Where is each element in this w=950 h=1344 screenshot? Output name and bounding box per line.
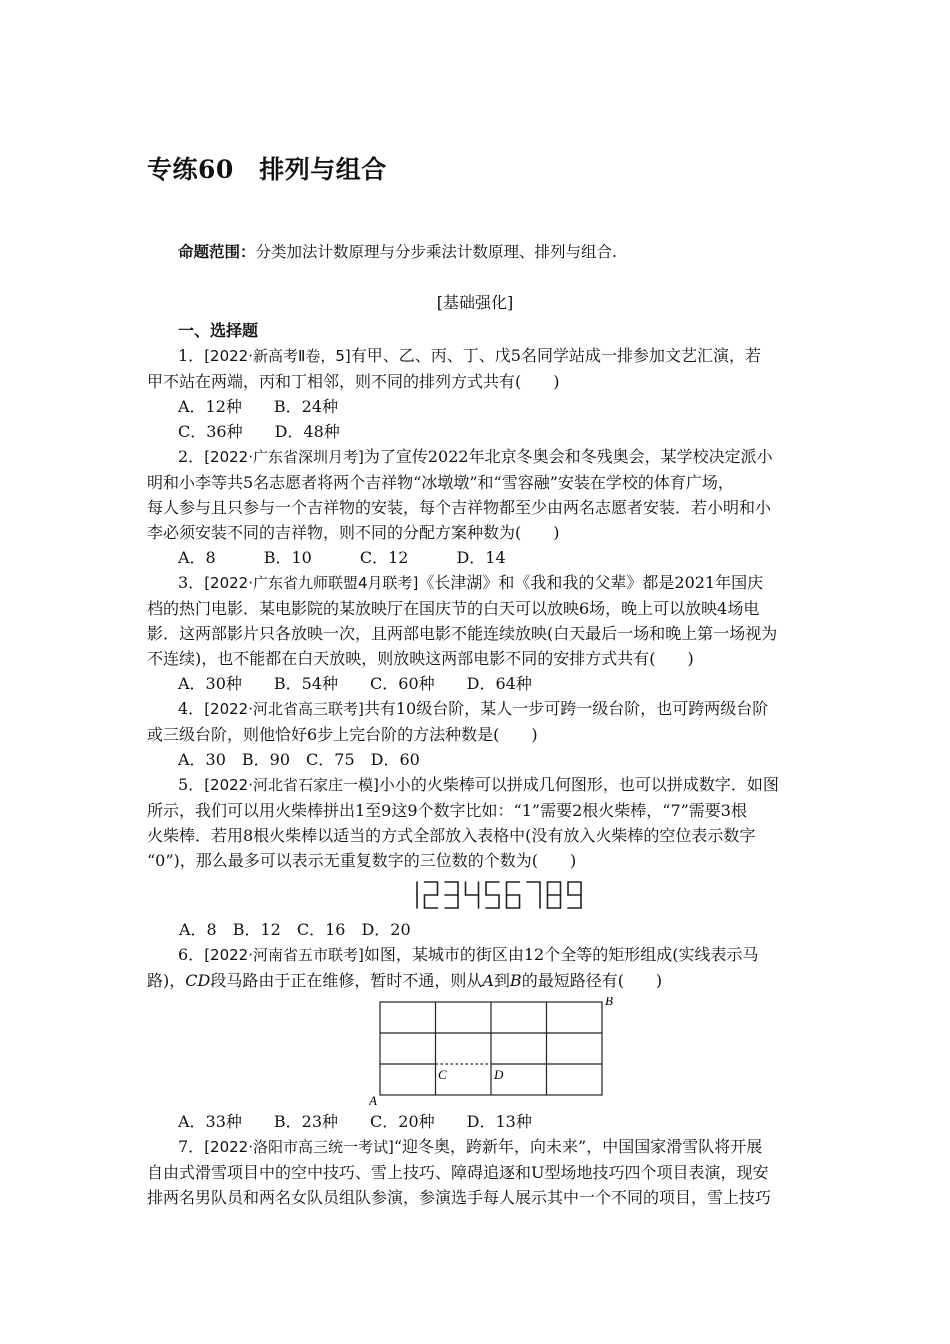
question-3-line: 不连续)，也不能都在白天放映，则放映这两部电影不同的安排方式共有( )	[147, 649, 694, 668]
question-source: [2022·河北省高三联考]	[204, 700, 364, 718]
label-c: C	[438, 1067, 447, 1082]
question-3: 3．[2022·广东省九师联盟4月联考]《长津湖》和《我和我的父辈》都是2021年国庆	[178, 573, 764, 592]
question-source: [2022·广东省深圳月考]	[204, 448, 364, 466]
street-grid	[369, 997, 619, 1107]
question-source: [2022·洛阳市高三统一考试]	[204, 1138, 394, 1156]
question-source: [2022·广东省九师联盟4月联考]	[204, 574, 419, 592]
question-6-options: A．33种 B．23种 C．20种 D．13种	[178, 1112, 532, 1131]
page-title: 专练60 排列与组合	[147, 155, 387, 184]
scope-text: 分类加法计数原理与分步乘法计数原理、排列与组合.	[255, 243, 617, 261]
question-source: [2022·新高考Ⅱ卷，5]	[204, 347, 351, 365]
question-source: [2022·河北省石家庄一模]	[204, 776, 379, 794]
question-5: 5．[2022·河北省石家庄一模]小小的火柴棒可以拼成几何图形，也可以拼成数字．如图	[178, 775, 779, 794]
part-heading: 一、选择题	[178, 321, 259, 340]
question-1-options: C．36种 D．48种	[178, 422, 340, 441]
question-5-line: 所示，我们可以用火柴棒拼出1至9这9个数字比如：“1”需要2根火柴棒，“7”需要3根	[147, 801, 747, 820]
question-7-line: 自由式滑雪项目中的空中技巧、雪上技巧、障碍追逐和U型场地技巧四个项目表演，现安	[147, 1163, 769, 1182]
question-2: 2．[2022·广东省深圳月考]为了宣传2022年北京冬奥会和冬残奥会，某学校决定派小	[178, 447, 773, 466]
label-d: D	[494, 1067, 504, 1082]
question-2-line: 明和小李等共5名志愿者将两个吉祥物“冰墩墩”和“雪容融”安装在学校的体育广场，	[147, 473, 734, 492]
question-1: 1．[2022·新高考Ⅱ卷，5]有甲、乙、丙、丁、戊5名同学站成一排参加文艺汇演，若	[178, 346, 761, 365]
label-b: B	[605, 997, 613, 1008]
question-2-options: A．8 B．10 C．12 D．14	[178, 548, 506, 567]
scope-label: 命题范围：	[178, 242, 256, 261]
question-7: 7．[2022·洛阳市高三统一考试]“迎冬奥，跨新年，向未来”，中国国家滑雪队将开展	[178, 1137, 763, 1156]
street-grid-figure	[147, 993, 807, 1109]
section-heading: [基础强化]	[436, 293, 514, 312]
question-2-line: 每人参与且只参与一个吉祥物的安装，每个吉祥物都至少由两名志愿者安装．若小明和小	[147, 498, 772, 517]
question-list	[147, 318, 807, 1210]
question-3-options: A．30种 B．54种 C．60种 D．64种	[178, 674, 532, 693]
question-4-line: 或三级台阶，则他恰好6步上完台阶的方法种数是( )	[147, 725, 538, 744]
question-3-line: 档的热门电影．某电影院的某放映厅在国庆节的白天可以放映6场，晚上可以放映4场电	[147, 599, 760, 618]
question-1-options: A．12种 B．24种	[178, 397, 339, 416]
label-a: A	[369, 1093, 377, 1107]
question-5-line: 火柴棒．若用8根火柴棒以适当的方式全部放入表格中(没有放入火柴棒的空位表示数字	[147, 826, 756, 845]
question-4: 4．[2022·河北省高三联考]共有10级台阶，某人一步可跨一级台阶，也可跨两级台阶	[178, 699, 769, 718]
question-2-line: 李必须安装不同的吉祥物，则不同的分配方案种数为( )	[147, 523, 560, 542]
question-4-options: A．30 B．90 C．75 D．60	[178, 750, 420, 769]
question-3-line: 影．这两部影片只各放映一次，且两部电影不能连续放映(白天最后一场和晚上第一场视为	[147, 624, 778, 643]
matchstick-digits	[400, 879, 590, 913]
matchstick-digits-figure	[147, 873, 807, 917]
question-6-line: 路)，CD段马路由于正在维修，暂时不通，则从A到B的最短路径有( )	[147, 971, 663, 990]
scope-line	[178, 240, 617, 262]
question-6: 6．[2022·河南省五市联考]如图，某城市的街区由12个全等的矩形组成(实线表示马	[178, 945, 759, 964]
question-5-line: “0”)，那么最多可以表示无重复数字的三位数的个数为( )	[147, 851, 577, 870]
question-1-line: 甲不站在两端，丙和丁相邻，则不同的排列方式共有( )	[147, 372, 560, 391]
question-7-line: 排两名男队员和两名女队员组队参演，参演选手每人展示其中一个不同的项目，雪上技巧	[147, 1188, 772, 1207]
question-5-options: A．8 B．12 C．16 D．20	[179, 920, 411, 939]
question-source: [2022·河南省五市联考]	[204, 946, 364, 964]
